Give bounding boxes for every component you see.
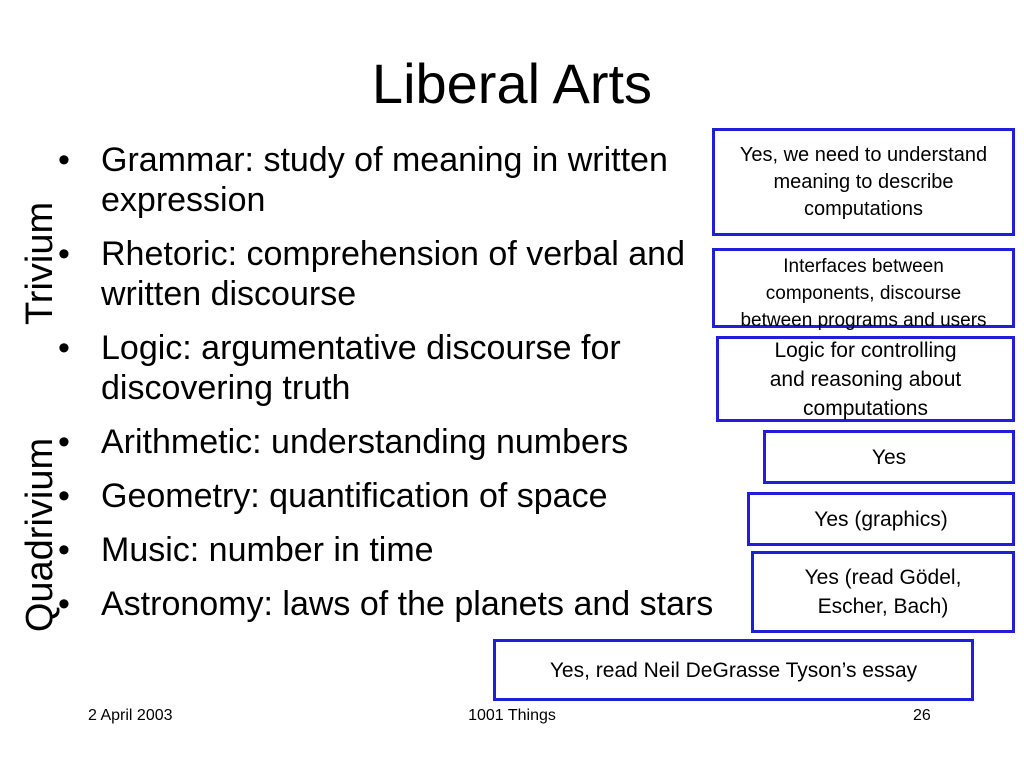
side-label-quadrivium: Quadrivium — [19, 437, 61, 633]
bullet-text: Music: number in time — [101, 531, 434, 569]
footer-title: 1001 Things — [468, 707, 556, 724]
callout-box-arithmetic — [763, 430, 1015, 484]
bullet-text: Grammar: study of meaning in written expression — [101, 141, 668, 219]
bullet-text: Geometry: quantification of space — [101, 477, 608, 515]
bullet-marker: • — [58, 235, 70, 273]
callout-box-geometry — [747, 492, 1015, 546]
callout-box-rhetoric — [712, 248, 1015, 331]
side-label-trivium: Trivium — [19, 201, 61, 325]
bullet-item — [58, 140, 738, 220]
bullet-marker: • — [58, 423, 70, 461]
bullet-item — [58, 584, 738, 624]
bullet-marker: • — [58, 585, 70, 623]
callout-box-astronomy — [493, 639, 974, 701]
bullet-marker: • — [58, 329, 70, 367]
bullet-marker: • — [58, 477, 70, 515]
callout-text: Logic for controlling and reasoning about computations — [769, 338, 962, 420]
callout-text: Interfaces between components, discourse between programs and users — [740, 256, 987, 331]
callout-text: Yes — [871, 445, 907, 469]
callout-text: Yes, we need to understand meaning to describe computations — [739, 143, 988, 220]
callout-box-logic — [716, 336, 1015, 422]
callout-text: Yes (graphics) — [814, 507, 948, 531]
bullet-item — [58, 530, 738, 570]
bullet-item — [58, 422, 738, 462]
bullet-item — [58, 328, 738, 408]
footer-date: 2 April 2003 — [88, 707, 173, 724]
footer-page-number: 26 — [913, 707, 931, 724]
callout-text: Yes (read Gödel, Escher, Bach) — [804, 566, 962, 618]
bullet-text: Logic: argumentative discourse for discovering truth — [101, 329, 621, 407]
callout-text: Yes, read Neil DeGrasse Tyson’s essay — [549, 658, 918, 682]
bullet-text: Rhetoric: comprehension of verbal and written discourse — [101, 235, 685, 313]
callout-box-grammar — [712, 128, 1015, 236]
bullet-item — [58, 476, 738, 516]
bullet-text: Arithmetic: understanding numbers — [101, 423, 629, 461]
slide-title: Liberal Arts — [371, 52, 653, 115]
bullet-marker: • — [58, 531, 70, 569]
bullet-marker: • — [58, 141, 70, 179]
bullet-list — [58, 140, 738, 638]
bullet-text: Astronomy: laws of the planets and stars — [101, 585, 714, 623]
bullet-item — [58, 234, 738, 314]
callout-box-music — [751, 551, 1015, 633]
